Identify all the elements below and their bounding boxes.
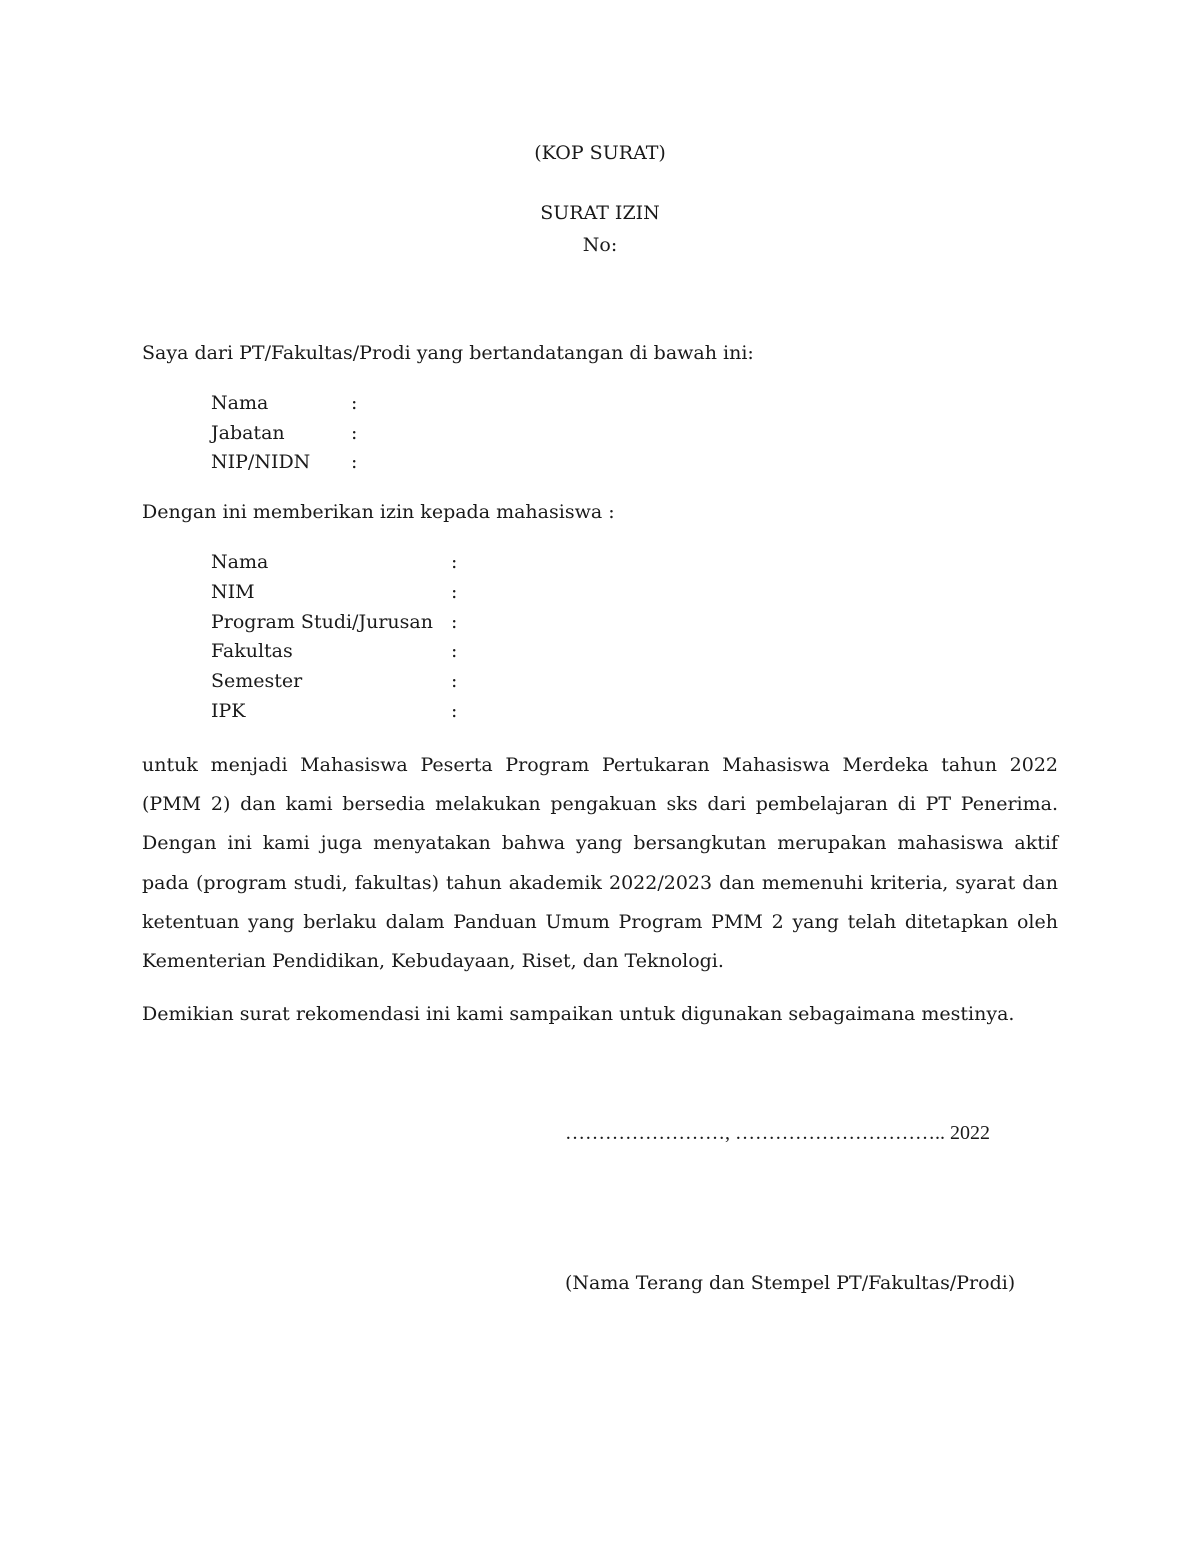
intro-text: Saya dari PT/Fakultas/Prodi yang bertandatangan di bawah ini: (142, 342, 754, 364)
permission-intro-text: Dengan ini memberikan izin kepada mahasiswa : (142, 501, 615, 523)
field-label: IPK (211, 700, 246, 722)
field-label: Jabatan (211, 422, 285, 444)
field-label: Program Studi/Jurusan (211, 611, 433, 633)
place-date-line: ……………………, ………………………….. 2022 (565, 1122, 990, 1144)
field-colon: : (451, 551, 458, 573)
field-colon: : (351, 392, 358, 414)
field-colon: : (351, 451, 358, 473)
signature-placeholder: (Nama Terang dan Stempel PT/Fakultas/Prodi) (565, 1272, 1016, 1294)
body-paragraph: untuk menjadi Mahasiswa Peserta Program Pertukaran Mahasiswa Merdeka tahun 2022 (PMM 2) dan kami bersedia melakukan pengakuan sks dari pembelajaran di PT Penerima. Dengan ini kami juga menyatakan bahwa yang bersangkutan merupakan mahasiswa aktif pada (program studi, fakultas) tahun akademik 2022/2023 dan memenuhi kriteria, syarat dan ketentuan yang berlaku dalam Panduan Umum Program PMM 2 yang telah ditetapkan oleh Kementerian Pendidikan, Kebudayaan, Riset, dan Teknologi. (142, 754, 1058, 973)
field-colon: : (451, 640, 458, 662)
field-colon: : (451, 700, 458, 722)
letterhead-placeholder: (KOP SURAT) (534, 142, 666, 164)
field-label: Nama (211, 392, 269, 414)
closing-text: Demikian surat rekomendasi ini kami sampaikan untuk digunakan sebagaimana mestinya. (142, 1003, 1015, 1025)
field-colon: : (451, 670, 458, 692)
letter-title: SURAT IZIN (540, 202, 660, 224)
field-label: NIM (211, 581, 255, 603)
field-label: Semester (211, 670, 303, 692)
field-label: Nama (211, 551, 269, 573)
field-label: Fakultas (211, 640, 293, 662)
field-colon: : (451, 611, 458, 633)
field-label: NIP/NIDN (211, 451, 311, 473)
field-colon: : (351, 422, 358, 444)
letter-number: No: (582, 234, 618, 256)
field-colon: : (451, 581, 458, 603)
